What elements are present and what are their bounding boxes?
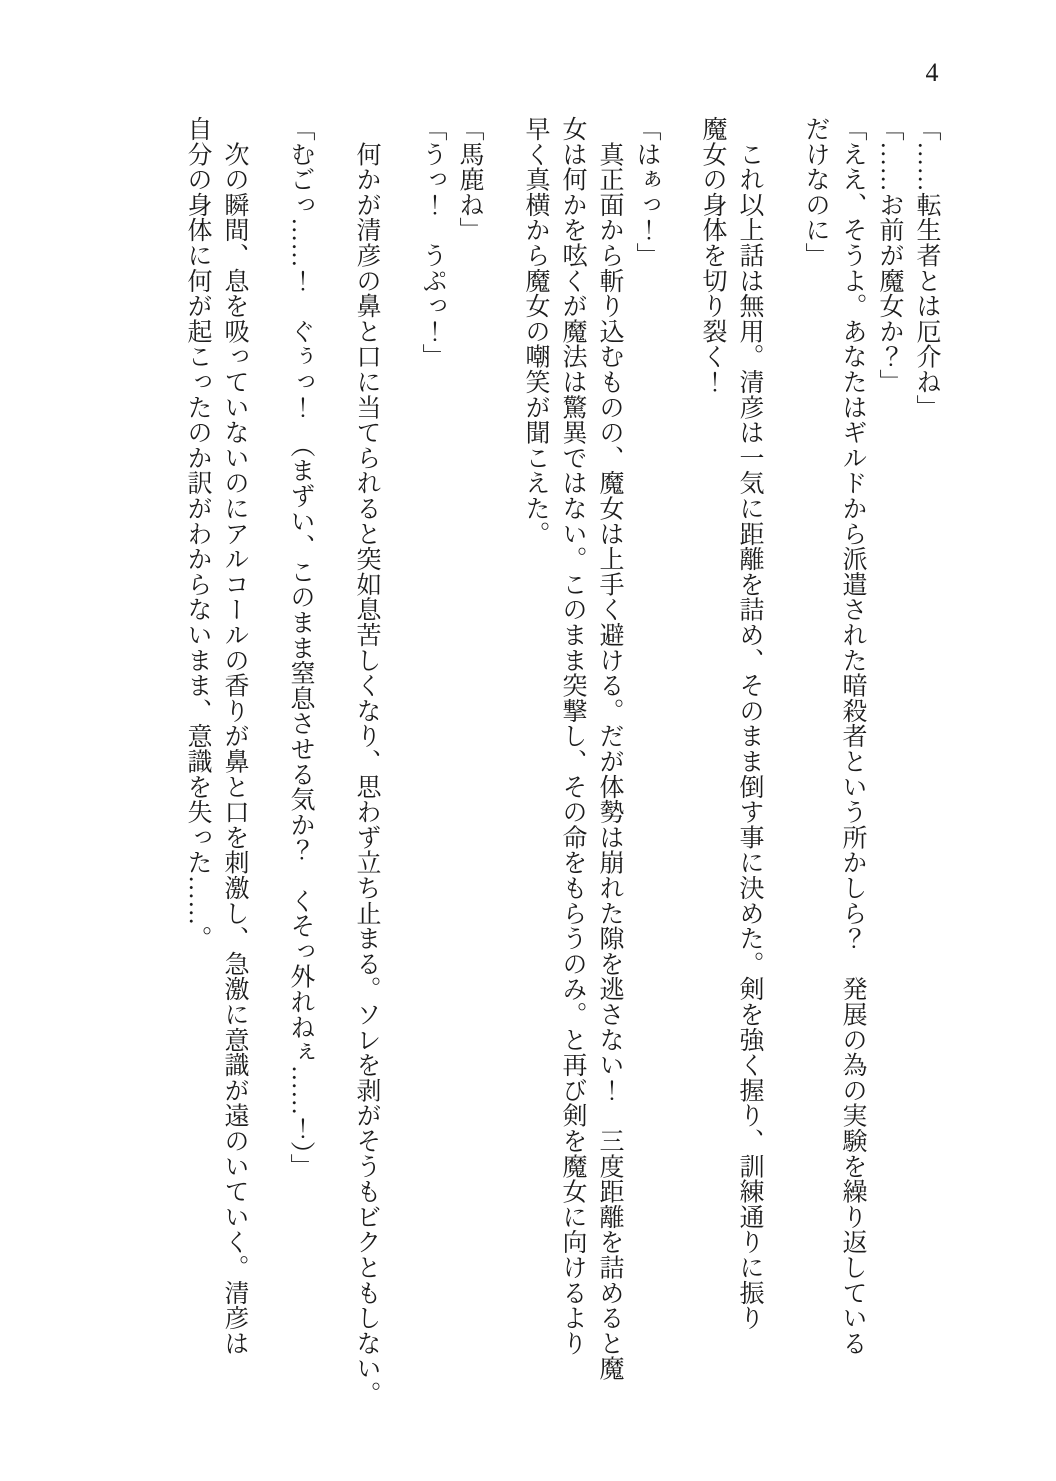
text-line: 「馬鹿ね」 bbox=[456, 116, 483, 243]
text-line: 魔女の身体を切り裂く！ bbox=[699, 116, 726, 395]
text-body bbox=[179, 116, 945, 1436]
text-line: 「……転生者とは厄介ね」 bbox=[913, 116, 940, 420]
text-line: これ以上話は無用。清彦は一気に距離を詰め、そのまま倒す事に決めた。剣を強く握り、訓練通りに振り bbox=[736, 116, 763, 1331]
text-line: 「ええ、そうよ。あなたはギルドから派遣された暗殺者という所かしら？ 発展の為の実験を繰り返している bbox=[839, 116, 866, 1356]
text-line: 早く真横から魔女の嘲笑が聞こえた。 bbox=[522, 116, 549, 547]
text-line: 「むごっ……！ ぐぅっ！ （まずい、このまま窒息させる気か？ くそっ外れねぇ……！）」 bbox=[287, 116, 314, 1179]
text-line: 女は何かを呟くが魔法は驚異ではない。このまま突撃し、その命をもらうのみ。と再び剣を魔女に向けるより bbox=[559, 116, 586, 1356]
page-number: 4 bbox=[925, 58, 939, 87]
text-line: 「はぁっ！」 bbox=[633, 116, 660, 268]
text-line: 次の瞬間、息を吸っていないのにアルコールの香りが鼻と口を刺激し、急激に意識が遠のいていく。清彦は bbox=[221, 116, 248, 1356]
text-line: 「……お前が魔女か？」 bbox=[876, 116, 903, 395]
text-line: だけなのに」 bbox=[802, 116, 829, 268]
text-line: 真正面から斬り込むものの、魔女は上手く避ける。だが体勢は崩れた隙を逃さない！ 三度距離を詰めると魔 bbox=[596, 116, 623, 1381]
text-line: 「うっ！ うぷっ！」 bbox=[419, 116, 446, 369]
text-line: 何かが清彦の鼻と口に当てられると突如息苦しくなり、思わず立ち止まる。ソレを剥がそうもビクともしない。 bbox=[353, 116, 380, 1407]
text-line: 自分の身体に何が起こったのか訳がわからないまま、意識を失った……。 bbox=[184, 116, 211, 951]
